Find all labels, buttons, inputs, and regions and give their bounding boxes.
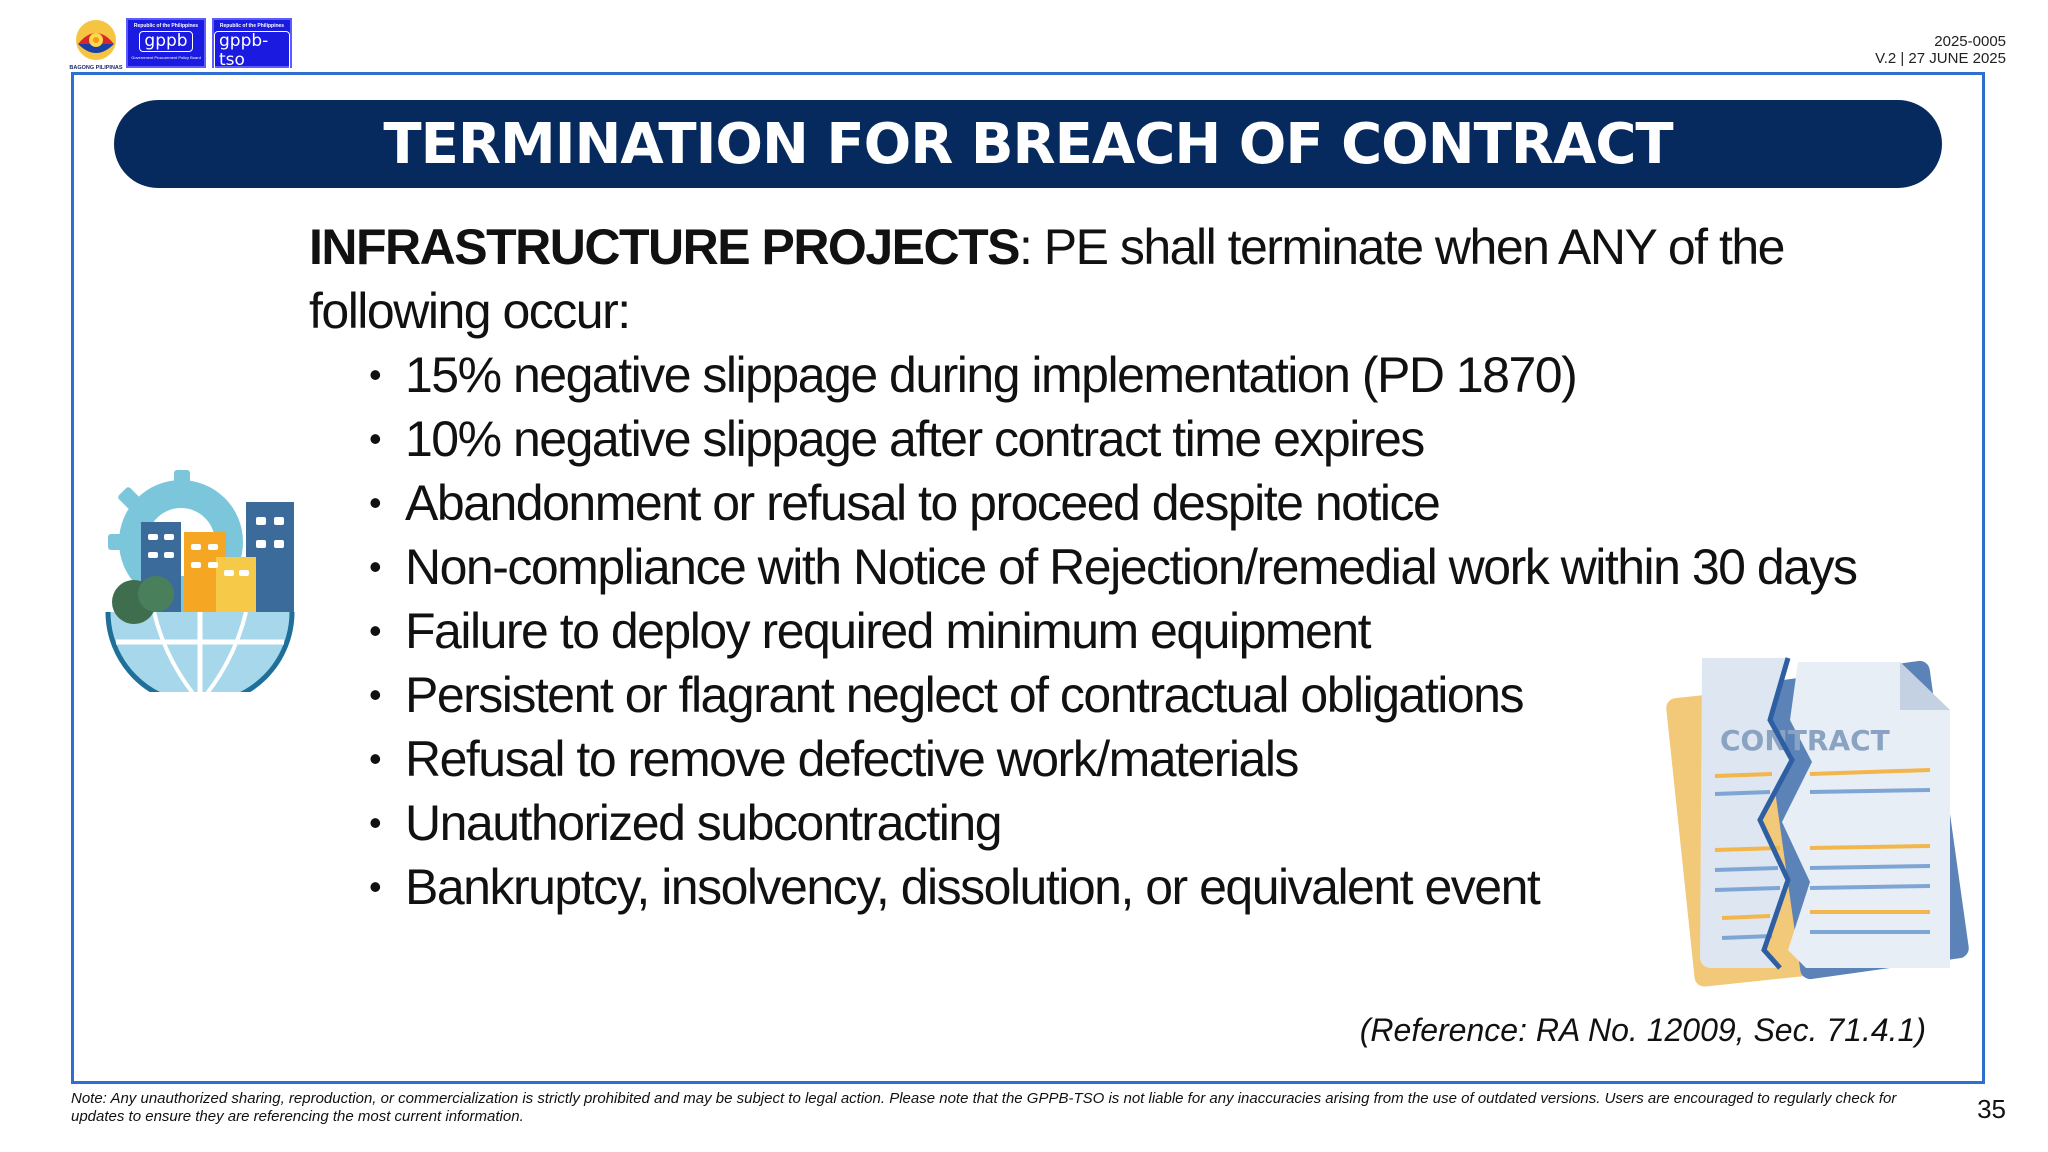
page-number: 35 (1977, 1094, 2006, 1124)
reference-citation: (Reference: RA No. 12009, Sec. 71.4.1) (1359, 1012, 1926, 1048)
header-logos (69, 18, 292, 71)
title-bar (114, 100, 1942, 188)
gppb-logo (126, 18, 206, 68)
list-item: • Bankruptcy, insolvency, dissolution, or equivalent event (369, 855, 1889, 919)
lead-rest: : PE shall terminate when ANY of the following occur: (309, 219, 1784, 339)
lead-paragraph (309, 215, 1889, 343)
badge-mark: gppb-tso (214, 31, 290, 71)
badge-subtitle: Government Procurement Policy Board (131, 55, 201, 60)
list-item: • Persistent or flagrant neglect of contractual obligations (369, 663, 1889, 727)
doc-version: V.2 | 27 JUNE 2025 (1875, 50, 2006, 67)
city-gear-globe-icon (86, 462, 316, 692)
slide-content (309, 215, 1889, 919)
list-item: • Abandonment or refusal to proceed despite notice (369, 471, 1889, 535)
bagong-pilipinas-seal-icon (69, 18, 123, 74)
slide-title: TERMINATION FOR BREACH OF CONTRACT (383, 111, 1673, 177)
badge-mark: gppb (139, 31, 192, 52)
doc-number: 2025-0005 (1934, 33, 2006, 50)
lead-bold: INFRASTRUCTURE PROJECTS (309, 219, 1019, 275)
list-item: • Failure to deploy required minimum equipment (369, 599, 1889, 663)
list-item: • 15% negative slippage during implementation (PD 1870) (369, 343, 1889, 407)
list-item: • Non-compliance with Notice of Rejection/remedial work within 30 days (369, 535, 1889, 599)
list-item: • Unauthorized subcontracting (369, 791, 1889, 855)
footer-disclaimer: Note: Any unauthorized sharing, reproduction, or commercialization is strictly prohibited and may be subject to legal action. Please note that the GPPB-TSO is not liable for any inaccuracies arising from the use of outdated versions. Users are encouraged to regularly check for updates to ensure they are referencing the most current information. (71, 1090, 1897, 1125)
list-item: • Refusal to remove defective work/materials (369, 727, 1889, 791)
document-id (1875, 33, 2006, 67)
contract-word: CONTRACT (1720, 724, 1890, 757)
seal-caption: BAGONG PILIPINAS (69, 65, 123, 71)
badge-republic-text: Republic of the Philippines (219, 23, 285, 29)
list-item: • 10% negative slippage after contract time expires (369, 407, 1889, 471)
gppb-tso-logo (212, 18, 292, 68)
torn-contract-icon (1660, 650, 1980, 990)
badge-republic-text: Republic of the Philippines (133, 23, 199, 29)
